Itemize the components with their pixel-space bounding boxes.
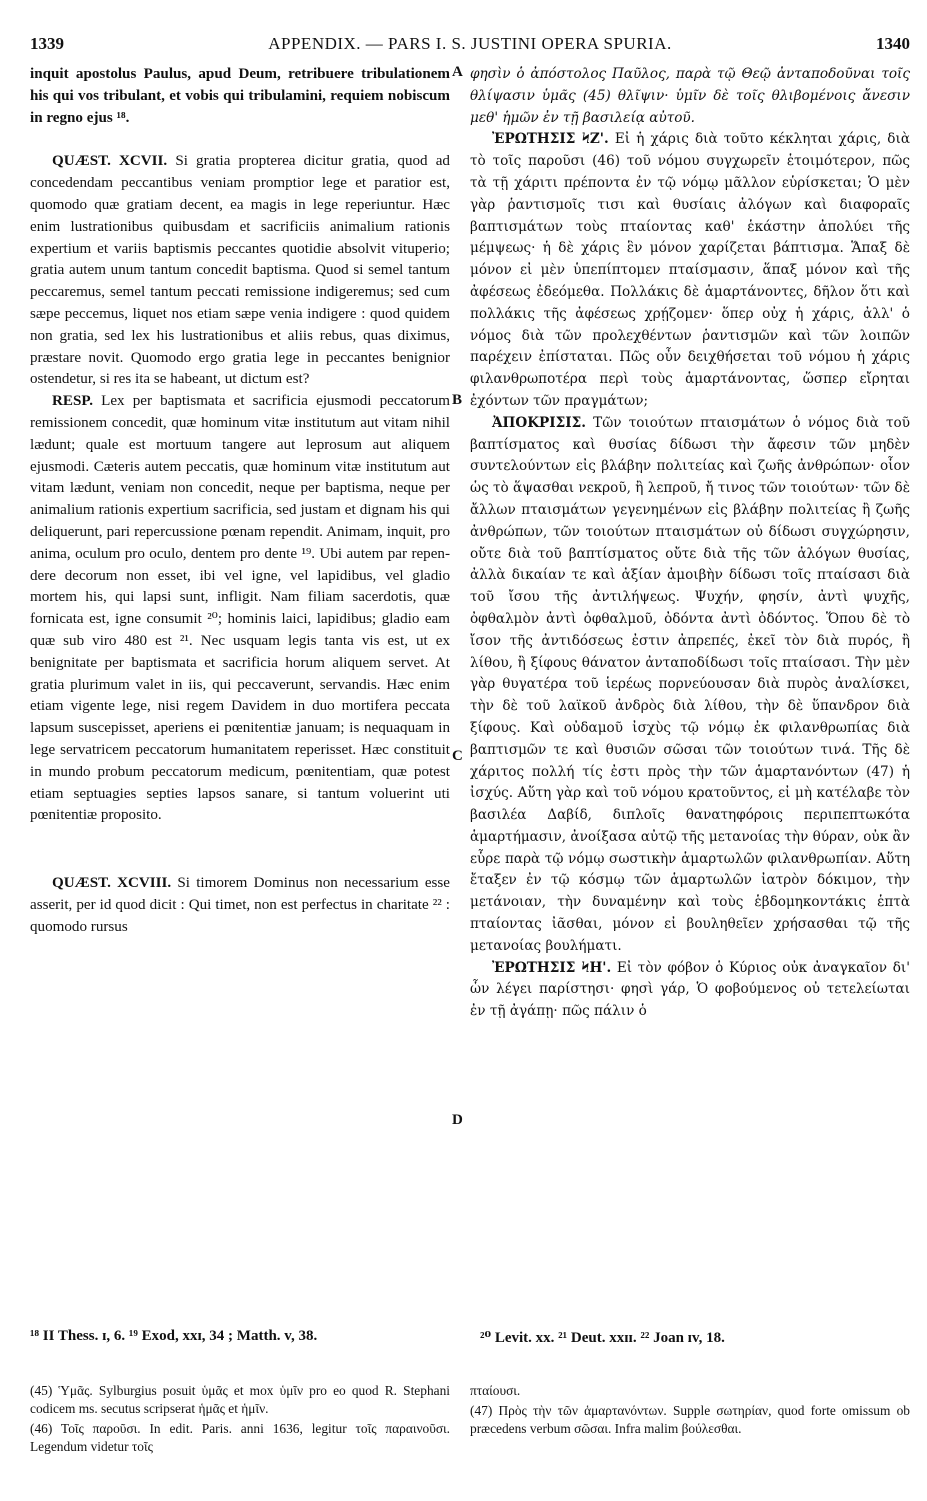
greek-resp-text: Τῶν τοιούτων πταισμάτων ὁ νόμος διὰ τοῦ βαπτίσματος καὶ θυσίας δίδωσι τὴν ἄφεσιν τῶν μηδὲν συντελούντων εἰς βλάβην πολιτείας καὶ ζωῆς ἀνθρώπων· οἷον ὡς τὸ ἅψασθαι νεκροῦ, ἢ λεπροῦ, ἤ τινος τῶν τοιούτων· τῶν δὲ ἄλλων πταισμάτων γεγενημένων εἰς βλάβην πολιτείας ἢ ζωῆς ἀνθρώπων, τῶν τοιούτων πταισμάτων οὐ δίδωσι συγχώρησιν, οὔτε διὰ τοῦ βαπτίσματος οὔτε διὰ τῆς τῶν ἀλόγων θυσίας, ἀλλὰ δικαίαν τε καὶ ἀξίαν ἀμοιβὴν δίδωσι τοῖς πταίσασι διὰ τοῦ ἴσου τῆς ἀντιλήψεως. Ψυχήν, φησίν, ἀντὶ ψυχῆς, ὀφθαλμὸν ἀντὶ ὀφθαλμοῦ, ὀδόντα ἀντὶ ὀδόντος. Ὅπου δὲ τὸ ἴσον τῆς ἀντιδόσεως ἐστιν ἀπρεπές, ἐκεῖ τὸν διὰ πυρός, ἢ λίθου, ἢ ξίφους θάνατον ἀνταποδίδωσι τοῖς πταίσασι. Τὴν μὲν γὰρ θυγατέρα τοῦ ἱερέως πορνεύουσαν διὰ πυρὸς ἀναλίσκει, τὴν δὲ τοῦ λαϊκοῦ ἀνδρὸς διὰ λίθου, τὴν δὲ ὕπανδρον διὰ ξίφους. Καὶ οὐδαμοῦ ἰσχὺς τῷ νόμῳ ἐκ φιλανθρωπίας διὰ βαπτισμῶν τε καὶ θυσιῶν σῶσαι τῶν τοιούτων τινά. Τῆς δὲ χάριτος πολλή τίς ἐστι πρὸς τὴν τῶν ἁμαρτανόντων (47) ἡ ἰσχύς. Αὕτη γὰρ καὶ τοῦ νόμου κρατοῦντος, εἰ μὴ κατέλαβε τὸν βασιλέα Δαβίδ, διπλοῖς θανατηφόροις περιπεπτωκότα ἁμαρτήμασιν, ἀνοίξασα αὐτῷ τῆς μετανοίας τὴν θύραν, οὐκ ἂν εὗρε παρὰ τῷ νόμῳ σωστικὴν ἁμαρτωλῶν φιλανθρωπίαν. Αὕτη ἔταξεν ἐν τῷ κόσμῳ τῶν ἁμαρτωλῶν ἰατρὸν δόκιμον, τὴν μετάνοιαν, τὴν δυναμένην καὶ τοὺς ἑβδομηκοντάκις ἑπτὰ πταίοντας ἰᾶσθαι, μόνον εἰ βουληθεῖεν χρήσασθαι τῷ τῆς μετανοίας βουλήματι. — [470, 414, 911, 954]
scripture-refs-left: ¹⁸ II Thess. ɪ, 6. ¹⁹ Exod, xxɪ, 34 ; Matth. v, 38. — [30, 1328, 318, 1344]
margin-marker-c: C — [452, 748, 463, 764]
scripture-refs-right: ²⁰ Levit. xx. ²¹ Deut. xxɪɪ. ²² Joan ɪv, 18. — [480, 1330, 725, 1346]
page-header — [30, 34, 910, 60]
page-number-right: 1340 — [876, 34, 910, 53]
greek-column — [470, 64, 910, 1023]
greek-q98-text: Εἰ τὸν φόβον ὁ Κύριος οὐκ ἀναγκαῖον δι' ὧν λέγει παρίστησι· φησὶ γάρ, Ὁ φοβούμενος οὐ τετελείωται ἐν τῇ ἀγάπῃ· πῶς πάλιν ὁ — [470, 959, 910, 1020]
running-title: APPENDIX. — PARS I. S. JUSTINI OPERA SPURIA. — [268, 34, 672, 53]
latin-question-98 — [30, 873, 450, 938]
latin-q98-label: QUÆST. XCVIII. — [52, 875, 172, 892]
latin-intro: inquit apostolus Paulus, apud Deum, retribuere tribulationem his qui vos tribulant, et vobis qui tribulamini, requiem nobiscum in regno ejus ¹⁸. — [30, 66, 450, 126]
margin-marker-b: B — [452, 392, 463, 408]
latin-response — [30, 391, 450, 827]
note-46-continued: πταίουσι. — [470, 1383, 521, 1398]
note-46: (46) Τοῖς παροῦσι. In edit. Paris. anni 1636, legitur τοῖς παραινοῦσι. Legendum videtur τοῖς — [30, 1421, 450, 1454]
greek-q98-label: ἘΡΩΤΗΣΙΣ ϞΗ'. — [492, 959, 612, 976]
latin-column — [30, 64, 450, 938]
page-number-left: 1339 — [30, 34, 64, 53]
latin-q97-text: Si gratia propterea dicitur gratia, quod ad concedendam peccantibus veniam promptior lege et paratior est, quomodo quæ gratiam decent, ea magis in lege reperiuntur. Hæc enim lustrationibus quibusdam et sacrificiis animalium rationis expertium et variis baptismis peccantes quotidie absolvit vituperio; gratia autem unum tantum concedit baptisma. Quod si semel tantum peccaremus, semel tantum peccati remissione indigeremus; sed cum sæpe peccemus, liquet nos etiam sæpe venia indigere : quod quidem non gratia, sed lex his lustrationibus et aliis rebus, quas diximus, præstare novit. Quomodo ergo gratia lege in peccantes benignior ostendetur, si res ita se habeant, ut dictum est? — [30, 153, 450, 388]
greek-q97-text: Εἰ ἡ χάρις διὰ τοῦτο κέκληται χάρις, διὰ τὸ τοῖς παροῦσι (46) τοῦ νόμου συγχωρεῖν ἑτοιμότερον, πῶς τὰ τῇ χάριτι πρέποντα ἐν τῷ νόμῳ μᾶλλον εὑρίσκεται; Ὁ μὲν γὰρ ῥαντισμοῖς τισι καὶ θυσίαις ἀλόγων καὶ διαφοραῖς βαπτισμάτων τοὺς πταίοντας καθ' ἑκάστην ἀπολύει τῆς μέμψεως· ἡ δὲ χάρις ἓν μόνον χαρίζεται βάπτισμα. Ἅπαξ δὲ μόνον εἰ μὲν ὑπεπίπτομεν πταίσμασιν, ἅπαξ μόνον καὶ τῆς ἀφέσεως ἐδεόμεθα. Πολλάκις δὲ ἁμαρτάνοντες, δῆλον ὅτι καὶ πολλάκις τῆς ἀφέσεως χρῄζομεν· ὅπερ οὐχ ἡ χάρις, ἀλλ' ὁ νόμος διὰ τῶν προλεχθέντων ῥαντισμῶν καὶ τῶν λοιπῶν παρέχειν ἐπίσταται. Πῶς οὖν δειχθήσεται τοῦ νόμου ἡ χάρις φιλανθρωποτέρα περὶ τοὺς ἁμαρτάνοντας, ὥσπερ εἴρηται ἐχόντων τῶν πραγμάτων; — [470, 131, 911, 409]
latin-resp-text: Lex per baptismata et sacrificia ejusmodi peccatorum remissionem concedit, quæ hominum vitæ institutum aut vitam nihil lædunt; quale est mortuum tangere aut leprosum aut aliquem ejusmodi. Cæteris autem peccatis, quæ hominum vitæ institutum aut vitam lædunt, veniam non concedit, neque per baptisma, neque per animalium rationis expertium sacrificia, sed justam et dignam his qui deliquerunt, pari repercussione pœnam rependit. Animam, inquit, pro anima, oculum pro oculo, dentem pro dente ¹⁹. Ubi autem par rependere decorum non esset, ibi vel igne, vel lapidibus, vel gladio mortem his, qui lapsi sunt, infligit. Nam filiam sacerdotis, quæ fornicata est, igne consumit ²⁰; hominis laici, lapidibus; gladio eam quæ sub viro 480 est ²¹. Nec usquam legis tanta vis est, ut ex benignitate per baptismata et sacrificia horum aliquem servet. At gratia plurimum valet in iis, qui peccaverunt, servandis. Hæc enim etiam vigente lege, nisi regem Davidem in duo mortifera peccata lapsum suscepisset, aperiens ei pœnitentiæ januam; is nequaquam in lege servatricem peccatorum humanitatem reperisset. Hæc constituit in mundo probum peccatorum medicum, pœnitentiam, quæ potest etiam septuagies septies lapsos sanare, si tantum voluerint uti pœnitentiæ proposito. — [30, 393, 450, 824]
note-45: (45) Ὑμᾶς. Sylburgius posuit ὑμᾶς et mox ὑμῖν pro eo quod R. Stephani codicem ms. secutus scripserat ἡμᾶς et ἡμῖν. — [30, 1383, 450, 1416]
notes-right — [470, 1382, 910, 1438]
greek-question-98 — [470, 958, 910, 1023]
margin-marker-a: A — [452, 64, 463, 80]
latin-question-97 — [30, 151, 450, 391]
greek-resp-label: ἈΠΟΚΡΙΣΙΣ. — [492, 414, 586, 431]
greek-question-97 — [470, 129, 910, 412]
note-47: (47) Πρὸς τὴν τῶν ἁμαρτανόντων. Supple σωτηρίαν, quod forte omissum ob præcedens verbum σῶσαι. Infra malim βούλεσθαι. — [470, 1403, 910, 1436]
latin-resp-label: RESP. — [52, 393, 93, 410]
greek-response — [470, 413, 910, 958]
greek-q97-label: ἘΡΩΤΗΣΙΣ ϞΖ'. — [492, 131, 609, 148]
notes-left — [30, 1382, 450, 1456]
greek-intro: φησὶν ὁ ἀπόστολος Παῦλος, παρὰ τῷ Θεῷ ἀνταποδοῦναι τοῖς θλίψασιν ὑμᾶς (45) θλῖψιν· ὑμῖν δὲ τοῖς θλιβομένοις ἄνεσιν μεθ' ἡμῶν ἐν τῇ βασιλείᾳ αὐτοῦ. — [470, 66, 910, 126]
latin-q97-label: QUÆST. XCVII. — [52, 153, 168, 170]
margin-marker-d: D — [452, 1112, 463, 1128]
latin-q98-text: Si timorem Dominus non necessarium esse asserit, per id quod dicit : Qui timet, non est perfectus in charitate ²² : quomodo rursus — [30, 875, 450, 935]
